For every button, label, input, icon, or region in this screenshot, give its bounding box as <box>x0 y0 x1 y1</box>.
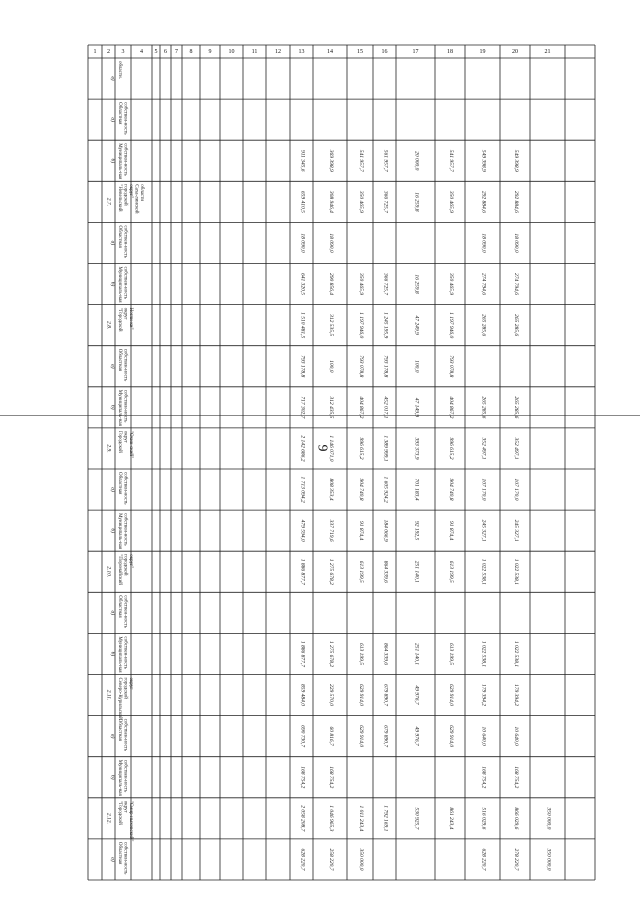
row-name: "Невельский <box>117 184 122 212</box>
row-name: областн. <box>117 61 122 79</box>
header-number: 19 <box>479 49 486 55</box>
cell-value: 251 140,1 <box>413 560 420 583</box>
header-number: 3 <box>121 49 125 55</box>
row-index: 2.12. <box>105 812 112 824</box>
cell-value: 274 794,6 <box>480 273 487 296</box>
cell-value: 549 398,9 <box>513 149 519 172</box>
row-name: округ" <box>128 184 133 199</box>
cell-value: 107 170,0 <box>480 478 487 501</box>
cell-value: 904 740,8 <box>358 478 364 501</box>
cell-value: 793 178,8 <box>382 355 389 378</box>
header-number: 13 <box>298 49 305 55</box>
row-index: 2.9. <box>105 444 112 453</box>
row-subindex: а) <box>109 733 116 739</box>
cell-value: 366 725,7 <box>382 273 389 296</box>
page-number: 9 <box>314 444 330 452</box>
cell-value: 369 398,9 <box>328 149 334 172</box>
cell-value: 278 220,7 <box>513 848 519 871</box>
cell-value: 861 243,4 <box>448 807 454 830</box>
header-number: 17 <box>412 49 419 55</box>
cell-value: 479 594,0 <box>299 519 306 542</box>
header-number: 16 <box>381 49 388 55</box>
header-number: 6 <box>164 49 167 55</box>
cell-value: 47 149,9 <box>413 397 420 417</box>
cell-value: 292 884,6 <box>480 190 487 213</box>
row-index: 2.11. <box>105 689 112 701</box>
row-name: Областная <box>117 472 122 495</box>
cell-value: 793 178,8 <box>299 355 306 378</box>
row-name: Северо-Курильский <box>117 677 122 720</box>
header-number: 8 <box>189 49 193 55</box>
cell-value: 350 000,0 <box>545 848 552 871</box>
cell-value: 274 794,6 <box>513 273 519 296</box>
cell-value: 1 389 999,1 <box>382 435 389 462</box>
cell-value: 2 058 208,7 <box>299 805 306 832</box>
row-name: собствен-ность <box>122 513 128 546</box>
cell-value: 179 394,2 <box>513 684 519 707</box>
cell-value: 1 011 243,4 <box>358 805 364 832</box>
row-name: Областная <box>117 348 122 372</box>
row-name: Областная <box>117 225 122 248</box>
cell-value: 350 465,9 <box>358 190 364 213</box>
row-name: собствен-ность <box>122 718 128 752</box>
row-name: собствен-ность <box>122 143 128 176</box>
row-name: Муниципаль-ная <box>117 143 122 180</box>
cell-value: 107 170,0 <box>513 478 519 501</box>
cell-value: 859 484,0 <box>299 684 306 707</box>
row-name: округ <box>122 430 128 443</box>
cell-value: 179 394,2 <box>480 684 487 707</box>
cell-value: 904 740,8 <box>448 478 454 501</box>
cell-value: 1 022 538,1 <box>480 558 487 585</box>
cell-value: 1 275 678,2 <box>328 558 334 585</box>
row-subindex: б) <box>109 528 116 533</box>
cell-value: 1 605 924,2 <box>382 476 389 503</box>
cell-value: 1 792 169,1 <box>382 805 389 832</box>
cell-value: 613 199,5 <box>358 560 364 583</box>
cell-value: 1 197 946,0 <box>358 312 364 339</box>
row-name: Ногли-ки" <box>128 307 133 330</box>
row-name: собствен-ность <box>122 472 128 505</box>
cell-value: 290 856,4 <box>328 273 334 296</box>
row-name: городской <box>122 554 128 576</box>
cell-value: 258 220,7 <box>328 848 334 871</box>
cell-value: 541 957,7 <box>448 149 454 172</box>
cell-value: 18 090,0 <box>328 233 334 253</box>
row-subindex: б) <box>109 651 116 657</box>
cell-value: 350 000,0 <box>545 807 552 830</box>
header-number: 21 <box>544 49 551 55</box>
row-name: Областная <box>117 718 122 741</box>
cell-value: 91 874,4 <box>448 521 454 541</box>
row-name: области <box>139 184 144 202</box>
cell-value: 864 339,6 <box>382 642 389 665</box>
header-number: 1 <box>93 49 97 55</box>
row-name: собствен-ность <box>122 759 128 793</box>
row-index: 2.8. <box>105 321 112 330</box>
row-subindex: а) <box>109 857 116 862</box>
row-name: Муниципаль-ная <box>117 389 122 426</box>
cell-value: 659 410,5 <box>299 190 306 213</box>
cell-value: 1 713 094,2 <box>299 476 306 503</box>
row-subindex: а) <box>109 487 116 492</box>
row-name: округ <box>122 800 128 813</box>
row-name: Городской <box>117 430 122 453</box>
row-name: городской <box>122 184 128 206</box>
cell-value: 60 816,7 <box>328 726 334 746</box>
cell-value: 308 946,4 <box>328 190 334 213</box>
cell-value: 1 046 965,3 <box>328 805 334 832</box>
cell-value: 251 140,1 <box>413 642 420 665</box>
cell-value: 628 220,7 <box>480 848 487 871</box>
cell-value: 404 867,2 <box>448 396 454 419</box>
header-number: 5 <box>154 49 158 55</box>
header-number: 2 <box>107 49 110 55</box>
cell-value: 292 884,6 <box>513 190 519 213</box>
cell-value: 265 285,6 <box>513 396 519 419</box>
row-name: собствен-ность <box>122 348 128 382</box>
cell-value: 679 890,7 <box>382 725 389 748</box>
row-subindex: а) <box>109 117 116 122</box>
row-index: 2.10. <box>105 566 112 578</box>
cell-value: 18 090,0 <box>513 233 519 253</box>
header-number: 18 <box>447 49 453 55</box>
header-number: 20 <box>512 49 518 55</box>
cell-value: 265 285,6 <box>513 314 519 337</box>
cell-value: 350 465,9 <box>448 273 454 296</box>
cell-value: 16 259,8 <box>413 274 420 294</box>
row-name: Областная <box>117 102 122 125</box>
cell-value: 793 078,8 <box>448 355 454 378</box>
row-subindex: б) <box>109 281 116 287</box>
cell-value: 1 197 946,0 <box>448 312 454 339</box>
cell-value: 996 615,2 <box>448 437 454 460</box>
row-subindex: а) <box>109 240 116 246</box>
cell-value: 393 373,9 <box>413 437 420 460</box>
cell-value: 352 497,1 <box>513 437 519 460</box>
row-name: собствен-ность <box>122 595 128 628</box>
header-number: 7 <box>175 49 178 55</box>
header-number: 15 <box>357 49 363 55</box>
cell-value: 168 754,2 <box>480 766 487 789</box>
cell-value: 245 327,1 <box>513 519 519 542</box>
cell-value: 808 353,4 <box>328 478 334 501</box>
cell-value: 452 017,1 <box>382 396 389 419</box>
cell-value: 366 725,7 <box>382 190 389 213</box>
cell-value: 1 886 877,7 <box>299 640 306 668</box>
cell-value: 561 957,7 <box>382 149 389 172</box>
cell-value: 100,0 <box>413 360 420 373</box>
cell-value: 1 022 538,1 <box>513 558 519 585</box>
cell-value: 16 259,8 <box>413 192 420 212</box>
cell-value: 864 339,6 <box>382 560 389 583</box>
header-number: 12 <box>275 49 281 55</box>
cell-value: 613 199,5 <box>448 642 454 665</box>
cell-value: 1 022 538,1 <box>513 640 519 668</box>
row-name: собствен-ность <box>122 102 128 135</box>
cell-value: 530 925,7 <box>413 807 420 830</box>
cell-value: 1 245 195,9 <box>382 312 389 339</box>
row-name: Муниципаль-ная <box>117 266 122 303</box>
row-name: Областная <box>117 841 122 865</box>
row-name: Муниципаль-ная <box>117 513 122 550</box>
cell-value: 18 090,0 <box>299 233 306 253</box>
cell-value: 47 249,9 <box>413 315 420 335</box>
cell-value: 629 914,0 <box>358 725 364 748</box>
cell-value: 168 754,2 <box>513 766 519 789</box>
cell-value: 312 535,5 <box>328 314 334 337</box>
cell-value: 265 285,6 <box>480 314 487 337</box>
row-subindex: б) <box>109 405 116 410</box>
row-name: Саха-линской <box>133 184 139 214</box>
cell-value: 613 199,5 <box>358 642 364 665</box>
cell-value: 1 886 877,7 <box>299 558 306 585</box>
header-number: 11 <box>251 49 258 55</box>
cell-value: 516 029,6 <box>480 807 487 830</box>
header-number: 9 <box>208 49 212 55</box>
row-name: "Охин-ский" <box>128 430 133 459</box>
row-name: собствен-ность <box>122 636 128 669</box>
row-name: Муниципаль-ная <box>117 759 122 796</box>
cell-value: 168 754,2 <box>328 766 334 789</box>
cell-value: 337 719,6 <box>328 519 334 542</box>
cell-value: 628 220,7 <box>299 848 306 871</box>
cell-value: 265 285,6 <box>480 396 487 419</box>
cell-value: 18 090,0 <box>480 233 487 253</box>
cell-value: 690 730,7 <box>299 725 306 748</box>
cell-value: 10 640,0 <box>513 726 519 746</box>
cell-value: 20 000,0 <box>413 151 420 171</box>
row-name: "Смир-ныховский" <box>128 800 133 842</box>
cell-value: 350 465,9 <box>448 190 454 213</box>
row-name: "Городской <box>117 307 122 332</box>
header-number: 10 <box>228 49 235 55</box>
cell-value: 996 615,2 <box>358 437 364 460</box>
cell-value: 245 327,1 <box>480 519 487 542</box>
row-subindex: б) <box>109 774 116 780</box>
cell-value: 350 465,9 <box>358 273 364 296</box>
row-name: собствен-ность <box>122 841 128 875</box>
row-subindex: а) <box>109 363 116 369</box>
cell-value: 91 874,4 <box>358 521 364 541</box>
cell-value: 312 435,5 <box>328 396 334 419</box>
cell-value: 1 275 678,2 <box>328 640 334 668</box>
cell-value: 629 914,0 <box>358 684 364 707</box>
cell-value: 1 146 071,0 <box>328 435 334 462</box>
cell-value: 641 320,5 <box>299 273 306 296</box>
cell-value: 350 000,0 <box>358 848 364 871</box>
cell-value: 549 398,9 <box>480 149 487 172</box>
cell-value: 168 754,2 <box>299 766 306 789</box>
row-index: 2.7. <box>105 197 112 206</box>
cell-value: 629 914,0 <box>448 725 454 748</box>
cell-value: 184 066,9 <box>382 519 389 542</box>
cell-value: 679 890,7 <box>382 684 389 707</box>
row-name: округ <box>128 677 133 690</box>
cell-value: 2 142 686,2 <box>299 435 306 462</box>
cell-value: 100,0 <box>328 360 334 373</box>
row-name: округ" <box>128 554 133 569</box>
cell-value: 49 976,7 <box>413 726 420 746</box>
cell-value: 629 914,0 <box>448 684 454 707</box>
cell-value: 1 022 538,1 <box>480 640 487 668</box>
cell-value: 92 192,5 <box>413 521 420 541</box>
cell-value: 10 640,0 <box>480 726 487 746</box>
row-name: собствен-ность <box>122 266 128 300</box>
row-name: собствен-ность <box>122 389 128 423</box>
cell-value: 866 029,6 <box>513 807 519 830</box>
row-subindex: а) <box>109 610 116 616</box>
cell-value: 911 345,6 <box>299 149 306 172</box>
row-subindex: в) <box>109 76 116 81</box>
row-name: Муниципаль-ная <box>117 636 122 673</box>
row-name: городской <box>122 677 128 699</box>
row-name: "Городской <box>117 800 122 825</box>
row-name: собствен-ность <box>122 225 128 258</box>
row-name: округ <box>122 307 128 320</box>
cell-value: 541 957,7 <box>358 149 364 172</box>
row-name: "Поронайский <box>117 554 122 585</box>
cell-value: 352 497,1 <box>480 437 487 460</box>
cell-value: 701 183,4 <box>413 478 420 501</box>
cell-value: 404 867,2 <box>358 396 364 419</box>
cell-value: 613 199,5 <box>448 560 454 583</box>
header-number: 4 <box>140 49 143 55</box>
row-subindex: б) <box>109 158 116 164</box>
header-number: 14 <box>327 49 333 55</box>
cell-value: 229 570,0 <box>328 684 334 707</box>
row-name: Областная <box>117 595 122 618</box>
cell-value: 717 302,7 <box>299 396 306 419</box>
cell-value: 49 976,7 <box>413 685 420 705</box>
cell-value: 793 078,8 <box>358 355 364 378</box>
cell-value: 1 510 481,5 <box>299 312 306 339</box>
